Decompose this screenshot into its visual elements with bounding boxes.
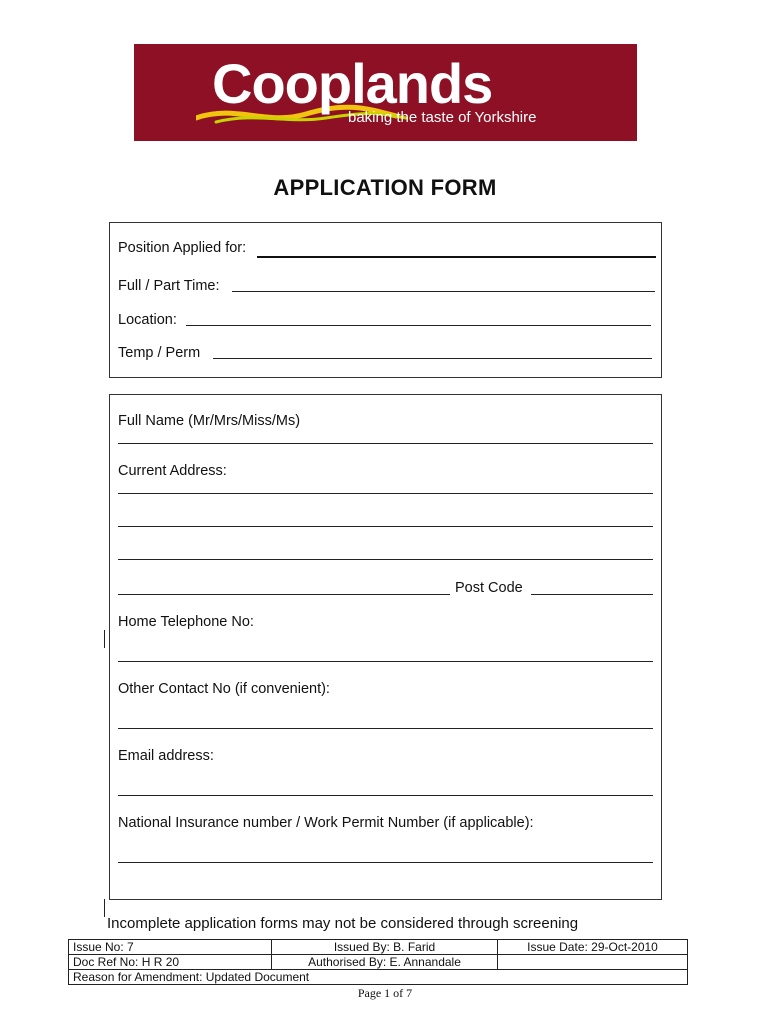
ni-number-field[interactable] (118, 862, 653, 863)
full-name-field[interactable] (118, 443, 653, 444)
issue-no-cell: Issue No: 7 (69, 940, 272, 955)
doc-ref-cell: Doc Ref No: H R 20 (69, 955, 272, 970)
full-part-time-label: Full / Part Time: (118, 278, 220, 294)
address-line-3-field[interactable] (118, 559, 653, 560)
authorised-by-cell: Authorised By: E. Annandale (272, 955, 498, 970)
temp-perm-label: Temp / Perm (118, 345, 201, 361)
empty-cell (498, 955, 688, 970)
logo-tagline: baking the taste of Yorkshire (348, 109, 537, 126)
post-code-label: Post Code (455, 580, 523, 596)
margin-change-bar (104, 630, 105, 648)
other-contact-field[interactable] (118, 728, 653, 729)
full-name-label: Full Name (Mr/Mrs/Miss/Ms) (118, 413, 301, 429)
company-logo (134, 44, 637, 141)
email-label: Email address: (118, 748, 214, 764)
ni-number-label: National Insurance number / Work Permit Number (if applicable): (118, 815, 534, 831)
position-applied-field[interactable] (257, 256, 656, 258)
document-control-table (68, 939, 688, 985)
issued-by-cell: Issued By: B. Farid (272, 940, 498, 955)
page-number: Page 1 of 7 (357, 986, 413, 1000)
current-address-label: Current Address: (118, 463, 227, 479)
location-field[interactable] (186, 325, 651, 326)
page-title: APPLICATION FORM (273, 175, 497, 200)
full-part-time-field[interactable] (232, 291, 655, 292)
home-telephone-field[interactable] (118, 661, 653, 662)
home-telephone-label: Home Telephone No: (118, 614, 254, 630)
screening-note: Incomplete application forms may not be considered through screening (107, 915, 579, 932)
logo-wordmark: Cooplands (212, 52, 493, 115)
position-applied-label: Position Applied for: (118, 240, 247, 256)
address-line-2-field[interactable] (118, 526, 653, 527)
post-code-field[interactable] (531, 594, 653, 595)
other-contact-label: Other Contact No (if convenient): (118, 681, 330, 697)
address-line-4-field[interactable] (118, 594, 450, 595)
email-field[interactable] (118, 795, 653, 796)
location-label: Location: (118, 312, 177, 328)
temp-perm-field[interactable] (213, 358, 652, 359)
address-line-1-field[interactable] (118, 493, 653, 494)
reason-cell: Reason for Amendment: Updated Document (69, 970, 688, 985)
issue-date-cell: Issue Date: 29-Oct-2010 (498, 940, 688, 955)
margin-change-bar (104, 899, 105, 917)
